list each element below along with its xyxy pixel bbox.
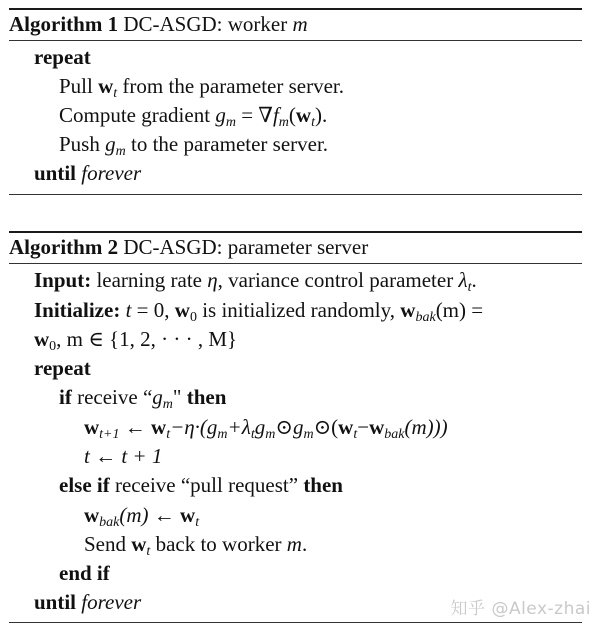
- text: ⊙(: [313, 415, 339, 439]
- alg1-top-rule: [9, 8, 582, 10]
- var-m: m: [286, 532, 302, 556]
- alg2-bak-line: [84, 502, 199, 528]
- kw-until: until: [34, 590, 77, 614]
- text: −η·(g: [170, 415, 218, 439]
- text: (: [288, 103, 296, 127]
- sub: m: [225, 115, 236, 130]
- alg2-endif: [59, 560, 110, 586]
- sub: 0: [49, 339, 57, 354]
- var-w: w: [174, 298, 190, 322]
- alg1-pull-line: [59, 73, 344, 99]
- text: t ← t + 1: [84, 444, 163, 468]
- alg2-title-text: DC-ASGD: parameter server: [123, 235, 369, 259]
- text: .: [471, 268, 477, 292]
- text: = 0,: [131, 298, 175, 322]
- alg1-bottom-rule: [9, 194, 582, 195]
- alg2-update-line: [84, 414, 448, 440]
- kw-end-if: end if: [59, 561, 110, 585]
- kw-then: then: [181, 385, 227, 409]
- text: +λ: [227, 415, 251, 439]
- text: ).: [314, 103, 328, 127]
- sub: m: [265, 427, 276, 442]
- text: (m))): [404, 415, 448, 439]
- text: (m) =: [435, 298, 484, 322]
- text: back to worker: [150, 532, 287, 556]
- alg1-title: [9, 11, 308, 37]
- alg2-t-update: [84, 443, 162, 469]
- var-t: t: [120, 298, 132, 322]
- kw-else-if: else if: [59, 473, 110, 497]
- sub: m: [278, 115, 289, 130]
- text: .: [301, 532, 308, 556]
- sub: t: [311, 115, 315, 130]
- text: receive “pull request”: [109, 473, 299, 497]
- alg2-init-line: [34, 297, 483, 323]
- alg2-repeat: [34, 355, 91, 381]
- alg2-top-rule: [9, 231, 582, 233]
- var-w: w: [151, 415, 167, 439]
- kw-then: then: [298, 473, 343, 497]
- var-w: w: [295, 103, 312, 127]
- kw-initialize: Initialize:: [34, 298, 121, 322]
- text: Compute gradient: [59, 103, 216, 127]
- forever: forever: [81, 590, 142, 614]
- alg2-send-line: [84, 531, 307, 557]
- sub: t: [166, 427, 171, 442]
- var-lambda: λ: [458, 268, 468, 292]
- sub: t: [146, 544, 151, 559]
- sub: m: [217, 427, 228, 442]
- text: receive “: [71, 385, 153, 409]
- sub: 0: [189, 310, 197, 325]
- text: = ∇: [235, 103, 273, 127]
- text: , variance control parameter: [217, 268, 459, 292]
- alg2-if-line: [59, 384, 226, 410]
- alg1-title-var: m: [292, 12, 308, 36]
- alg1-compute-line: [59, 102, 327, 128]
- alg2-title: [9, 234, 368, 260]
- var-w: w: [84, 415, 100, 439]
- sub: t+1: [99, 427, 120, 442]
- var-eta: η: [207, 268, 218, 292]
- kw-repeat: repeat: [34, 45, 91, 69]
- text: ⊙g: [275, 415, 304, 439]
- text: to the parameter server.: [125, 132, 329, 156]
- alg1-label: Algorithm 1: [9, 12, 119, 36]
- var-g: g: [105, 132, 116, 156]
- var-g: g: [215, 103, 226, 127]
- alg2-init-line2: [34, 326, 237, 352]
- text: Push: [59, 132, 106, 156]
- text: ": [172, 385, 182, 409]
- alg1-push-line: [59, 131, 328, 157]
- sub: t: [467, 280, 472, 295]
- sub: m: [162, 397, 173, 412]
- text: (m) ←: [119, 503, 181, 527]
- alg2-title-rule: [9, 263, 582, 264]
- watermark: 知乎 @Alex-zhai: [450, 599, 591, 619]
- sub: m: [115, 144, 126, 159]
- var-w: w: [180, 503, 196, 527]
- var-g: g: [254, 415, 266, 439]
- text: Pull: [59, 74, 99, 98]
- var-w: w: [338, 415, 354, 439]
- sub: t: [250, 427, 255, 442]
- var-w: w: [131, 532, 147, 556]
- alg1-until-line: [34, 160, 141, 186]
- alg1-repeat: [34, 44, 91, 70]
- var-w: w: [34, 327, 50, 351]
- kw-repeat: repeat: [34, 356, 91, 380]
- text: is initialized randomly,: [196, 298, 401, 322]
- kw-until: until: [34, 161, 77, 185]
- text: ←: [119, 415, 152, 439]
- var-w: w: [400, 298, 416, 322]
- text: from the parameter server.: [117, 74, 344, 98]
- forever: forever: [81, 161, 142, 185]
- text: −: [357, 415, 370, 439]
- sub: t: [195, 515, 200, 530]
- alg2-bottom-rule: [9, 622, 582, 623]
- var-w: w: [98, 74, 114, 98]
- var-f: f: [272, 103, 279, 127]
- sub: m: [303, 427, 314, 442]
- kw-input: Input:: [34, 268, 92, 292]
- sub: bak: [99, 515, 120, 530]
- alg2-input-line: [34, 267, 477, 293]
- sub: t: [113, 86, 118, 101]
- alg2-label: Algorithm 2: [9, 235, 119, 259]
- var-w: w: [84, 503, 100, 527]
- alg2-elseif-line: [59, 472, 343, 498]
- var-w: w: [369, 415, 385, 439]
- text: Send: [84, 532, 132, 556]
- alg1-title-rule: [9, 40, 582, 41]
- sub: bak: [415, 310, 436, 325]
- alg2-until-line: [34, 589, 141, 615]
- var-g: g: [152, 385, 163, 409]
- kw-if: if: [59, 385, 72, 409]
- alg1-title-text: DC-ASGD: worker: [123, 12, 293, 36]
- sub: t: [353, 427, 358, 442]
- text: learning rate: [91, 268, 208, 292]
- text: , m ∈ {1, 2, · · · , M}: [56, 327, 238, 351]
- sub: bak: [384, 427, 405, 442]
